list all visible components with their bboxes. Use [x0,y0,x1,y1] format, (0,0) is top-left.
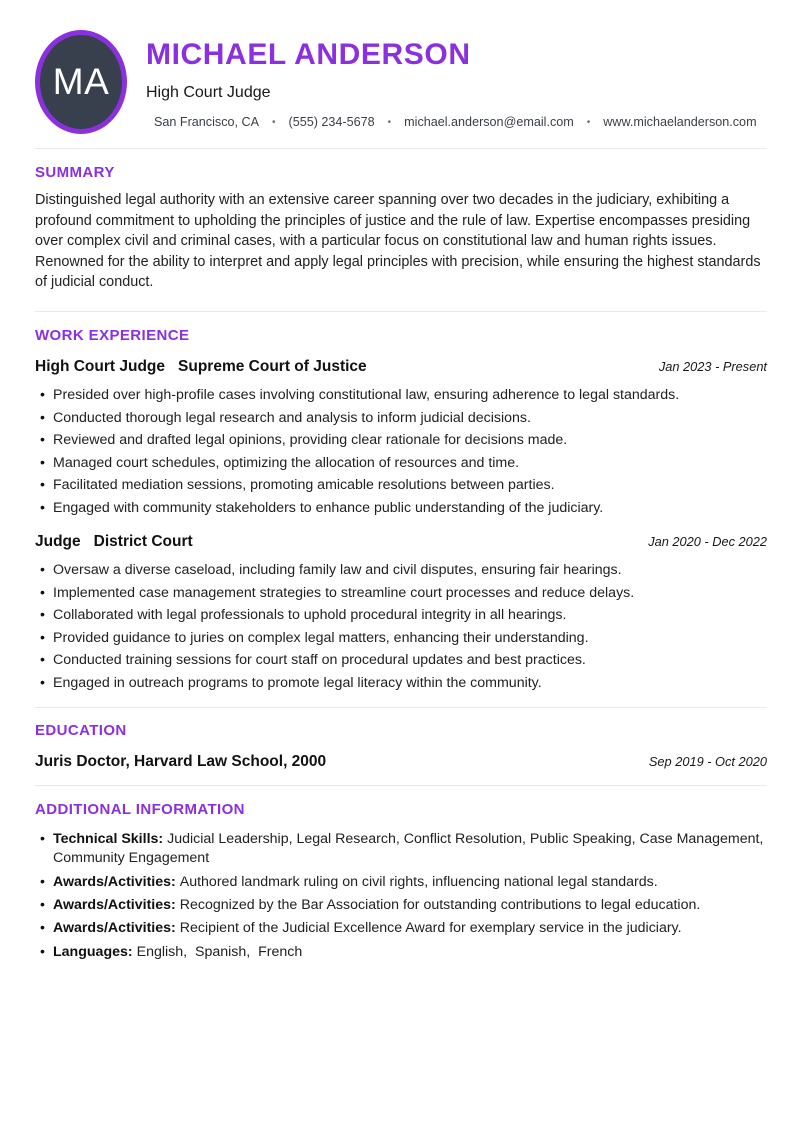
additional-item-label: Technical Skills: [53,830,164,847]
bullet-text: Conducted thorough legal research and analysis to inform judicial decisions. [53,409,531,426]
bullet-text: Engaged with community stakeholders to enhance public understanding of the judiciary. [53,499,604,516]
bullet-item [35,499,767,518]
job-header [35,358,767,376]
bullet-item [35,476,767,495]
bullet-item [35,651,767,670]
job-title-company [35,533,193,551]
job-bullet-list [35,386,767,518]
education-heading: EDUCATION [35,721,127,739]
avatar [35,30,127,134]
header-divider [35,148,767,149]
job-bullet-list [35,561,767,693]
contact-separator-dot: • [272,116,276,128]
summary-text: Distinguished legal authority with an extensive career spanning over two decades in the judiciary, exhibiting a profound commitment to upholding the principles of justice and the rule of law. Expertise encompasses presiding over complex civil and criminal cases, with a particular focus on constitutional law and human rights issues. Renowned for the ability to interpret and apply legal principles with precision, while ensuring the highest standards of judicial conduct. [35,192,761,291]
bullet-item [35,561,767,580]
bullet-text: Collaborated with legal professionals to uphold procedural integrity in all hearings. [53,607,567,624]
bullet-item [35,674,767,693]
section-divider [35,311,767,312]
bullet-text: Provided guidance to juries on complex legal matters, enhancing their understanding. [53,629,589,646]
bullet-item [35,454,767,473]
resume-header [35,0,767,134]
bullet-text: Oversaw a diverse caseload, including family law and civil disputes, ensuring fair hearings. [53,561,622,578]
job-dates: Jan 2023 - Present [658,358,767,374]
bullet-text: Implemented case management strategies to streamline court processes and reduce delays. [53,584,635,601]
additional-info-list [35,830,767,962]
job-company: Supreme Court of Justice [178,357,367,375]
avatar-initials: MA [52,61,110,102]
additional-item-text: Recipient of the Judicial Excellence Award for exemplary service in the judiciary. [179,920,682,937]
bullet-text: Engaged in outreach programs to promote legal literacy within the community. [53,674,542,691]
section-divider [35,785,767,786]
bullet-item [35,606,767,625]
bullet-item [35,584,767,603]
additional-item-label: Languages: [53,943,133,960]
additional-item [35,873,767,893]
job-title: High Court Judge [35,357,166,375]
bullet-item [35,629,767,648]
additional-item-text: Authored landmark ruling on civil rights, influencing national legal standards. [179,873,658,890]
contact-row [146,115,757,129]
job-header [35,533,767,551]
education-dates: Sep 2019 - Oct 2020 [648,753,767,769]
person-name: MICHAEL ANDERSON [146,38,471,71]
additional-item-text: Judicial Leadership, Legal Research, Conflict Resolution, Public Speaking, Case Management, Community Engagement [53,830,768,867]
additional-item [35,896,767,916]
additional-item-label: Awards/Activities: [53,873,176,890]
bullet-text: Presided over high-profile cases involving constitutional law, ensuring adherence to legal standards. [53,386,680,403]
contact-separator-dot: • [387,116,392,128]
additional-item-label: Awards/Activities: [53,897,176,913]
additional-item-text: Recognized by the Bar Association for outstanding contributions to legal education. [179,897,701,913]
bullet-text: Conducted training sessions for court staff on procedural updates and best practices. [53,652,586,669]
job-entry [35,358,767,518]
job-company: District Court [93,532,193,550]
bullet-text: Reviewed and drafted legal opinions, providing clear rationale for decisions made. [53,432,568,449]
summary-heading: SUMMARY [35,164,115,181]
education-degree: Juris Doctor, Harvard Law School, 2000 [35,752,327,770]
work-experience-heading: WORK EXPERIENCE [35,326,190,344]
contact-email: michael.anderson@email.com [404,115,574,129]
additional-item-text: English, Spanish, French [136,943,303,960]
bullet-item [35,386,767,405]
bullet-item [35,431,767,450]
contact-separator-dot: • [586,116,591,128]
bullet-item [35,409,767,428]
job-title-company [35,358,367,376]
header-identity [146,30,757,129]
contact-location: San Francisco, CA [154,115,259,129]
education-entry [35,753,767,771]
additional-item [35,943,767,963]
bullet-text: Facilitated mediation sessions, promoting amicable resolutions between parties. [53,477,555,494]
job-title: Judge [35,532,81,550]
additional-item [35,830,767,869]
job-entry [35,533,767,693]
additional-item-label: Awards/Activities: [53,920,176,937]
job-dates: Jan 2020 - Dec 2022 [648,533,767,549]
additional-info-heading: ADDITIONAL INFORMATION [35,800,245,818]
additional-item [35,919,767,939]
bullet-text: Managed court schedules, optimizing the allocation of resources and time. [53,454,520,471]
contact-website: www.michaelanderson.com [603,115,757,129]
person-title: High Court Judge [146,84,271,101]
section-divider [35,707,767,708]
contact-phone: (555) 234-5678 [288,115,375,129]
